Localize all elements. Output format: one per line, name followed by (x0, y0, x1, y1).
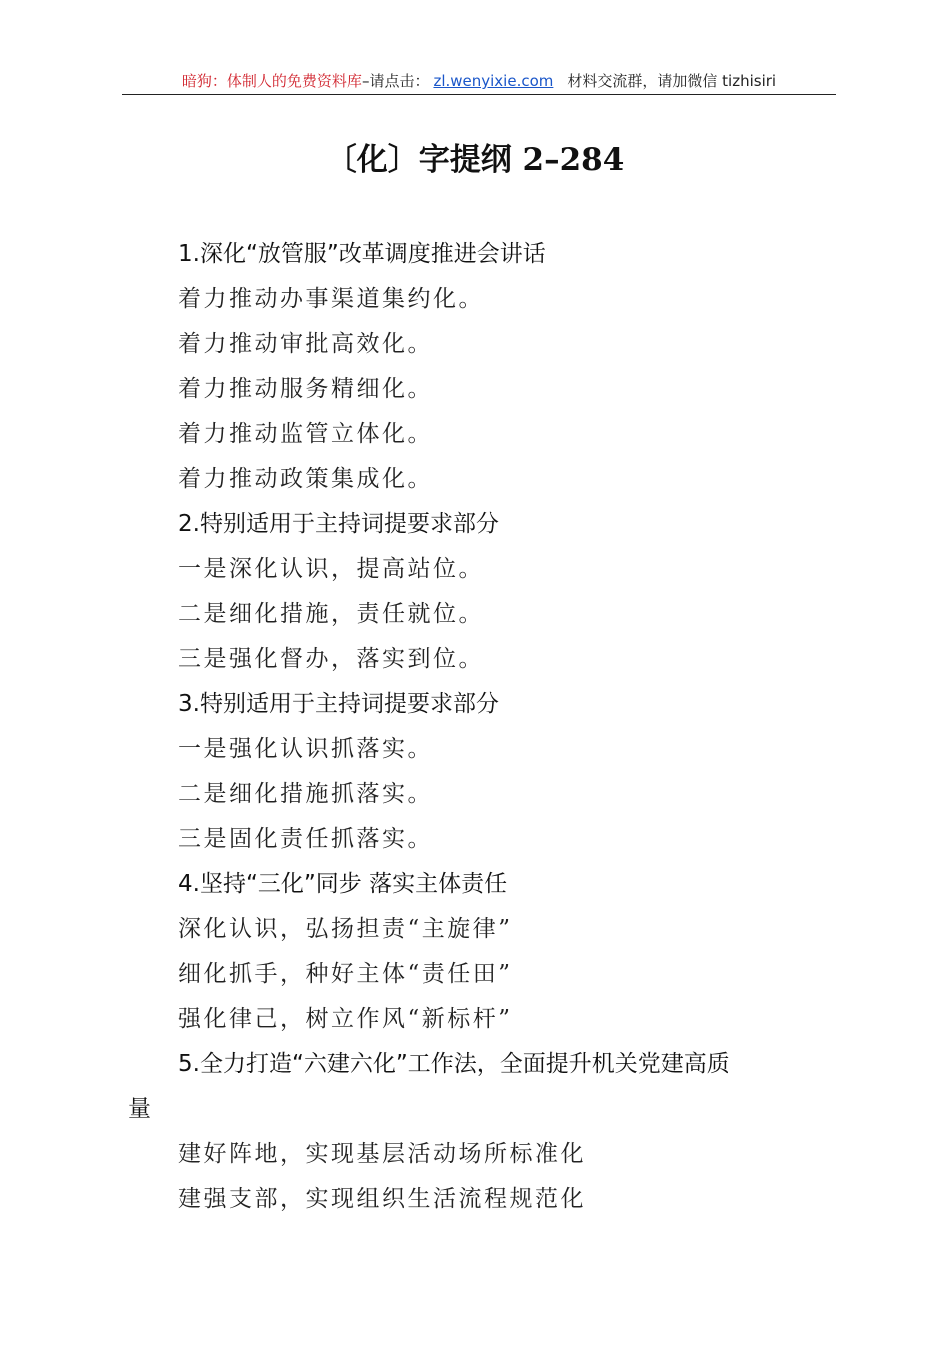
section-heading: 5.全力打造“六建六化”工作法，全面提升机关党建高质 (178, 1051, 730, 1077)
body-line: 着力推动审批高效化。 (178, 331, 433, 357)
section-heading: 2.特别适用于主持词提要求部分 (178, 511, 499, 537)
body-line: 二是细化措施，责任就位。 (178, 601, 484, 627)
body-line: 一是强化认识抓落实。 (178, 736, 433, 762)
section-heading: 4.坚持“三化”同步 落实主体责任 (178, 871, 508, 897)
section-heading: 3.特别适用于主持词提要求部分 (178, 691, 499, 717)
body-line: 着力推动监管立体化。 (178, 421, 433, 447)
body-line: 二是细化措施抓落实。 (178, 781, 433, 807)
header-click-prompt: –请点击： (361, 72, 430, 90)
body-line: 三是强化督办，落实到位。 (178, 646, 484, 672)
body-line: 细化抓手，种好主体“责任田” (178, 961, 513, 987)
header-wechat-note: 材料交流群，请加微信 tizhisiri (567, 72, 777, 90)
body-line: 着力推动服务精细化。 (178, 376, 433, 402)
section-heading: 1.深化“放管服”改革调度推进会讲话 (178, 241, 546, 267)
body-line: 着力推动办事渠道集约化。 (178, 286, 484, 312)
body-line: 一是深化认识，提高站位。 (178, 556, 484, 582)
body-line: 深化认识，弘扬担责“主旋律” (178, 916, 513, 942)
header-site-name: 暗狗：体制人的免费资料库 (181, 72, 362, 90)
section-heading-continued: 量 (128, 1096, 151, 1122)
body-line: 强化律己，树立作风“新标杆” (178, 1006, 513, 1032)
body-line: 建强支部，实现组织生活流程规范化 (178, 1186, 586, 1212)
header-site-link[interactable]: zl.wenyixie.com (433, 72, 554, 90)
page-header (122, 68, 836, 95)
document-title: 〔化〕字提纲 2–284 (325, 142, 625, 178)
body-line: 三是固化责任抓落实。 (178, 826, 433, 852)
body-line: 着力推动政策集成化。 (178, 466, 433, 492)
body-line: 建好阵地，实现基层活动场所标准化 (178, 1141, 586, 1167)
